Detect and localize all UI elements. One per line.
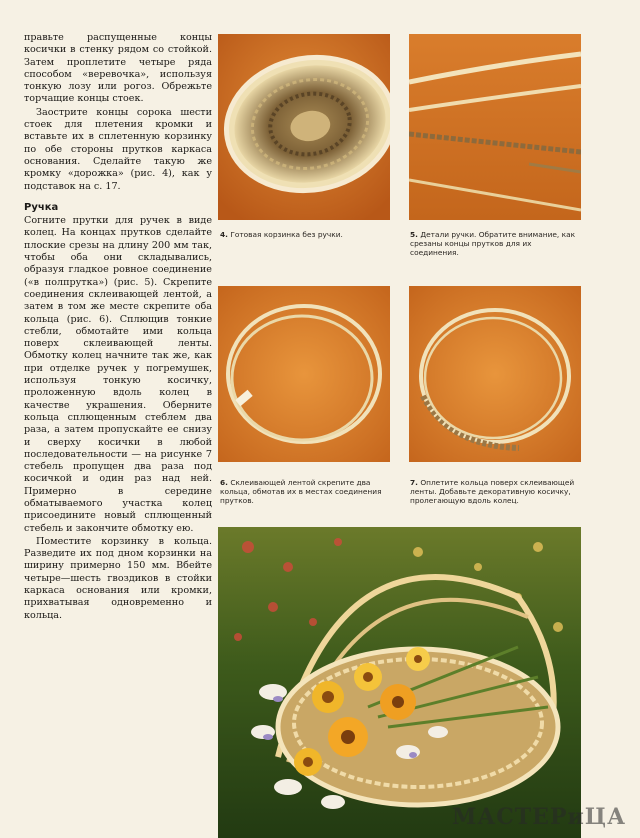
caption-fig7: 7. Оплетите кольца поверх склеивающей ленты. Добавьте декоративную косичку, пролегающую вдоль колец. [410, 478, 575, 505]
section-heading-handle: Ручка [24, 201, 59, 213]
photo-handle-details [409, 34, 581, 220]
caption-fig6: 6. Склеивающей лентой скрепите два кольца, обмотав их в местах соединения прутков. [220, 478, 382, 505]
paragraph: Заострите концы сорока шести стоек для плетения кромки и вставьте их в сплетенную корзинку по обе стороны прутков каркаса основания. Сделайте такую же кромку «дорожка» (рис. 4), как у подставок на с. 17. [24, 106, 212, 192]
paragraph: правьте распущенные концы косички в стенку рядом со стойкой. Затем проплетите четыре ряда способом «веревочка», используя тонкую лозу или рогоз. Обрежьте торчащие концы стоек. [24, 32, 212, 105]
watermark: МАСТЕРиЦА [452, 804, 626, 830]
caption-fig4: 4. Готовая корзинка без ручки. [220, 230, 343, 239]
caption-fig5: 5. Детали ручки. Обратите внимание, как срезаны концы прутков для их соединения. [410, 230, 576, 257]
article-text-column [24, 32, 212, 622]
photo-basket-with-flowers [218, 527, 581, 838]
paragraph: Согните прутки для ручек в виде колец. На концах прутков сделайте плоские срезы на длину 200 мм так, чтобы оба они складывались, образуя гладкое ровное соединение («в полпрутка») (рис. 5). Скрепите соединения склеивающей лентой, а затем в том же месте скрепите оба кольца (рис. 6). Сплющив тонкие стебли, обмотайте ими кольца поверх склеивающей ленты. Обмотку колец начните так же, как при отделке ручек у погремушек, используя тонкую косичку, проложенную вдоль колец в качестве украшения. Оберните кольца сплющенным стеблем два раза, а затем пропускайте ее снизу и сверху косички в любой последовательности — на рисунке 7 стебель пропущен два раза под косичкой и один раз над ней. Примерно в середине обматываемого участка колец присоедините новый сплющенный стебель и закончите обмотку ею. [24, 215, 212, 534]
paragraph: Поместите корзинку в кольца. Разведите их под дном корзинки на ширину примерно 150 мм. Вбейте четыре—шесть гвоздиков в стойки каркаса основания или кромки, прихватывая одновременно и кольца. [24, 535, 212, 621]
photo-basket-no-handle [218, 34, 390, 220]
photo-taped-rings [218, 286, 390, 462]
photo-wrapped-rings [409, 286, 581, 462]
